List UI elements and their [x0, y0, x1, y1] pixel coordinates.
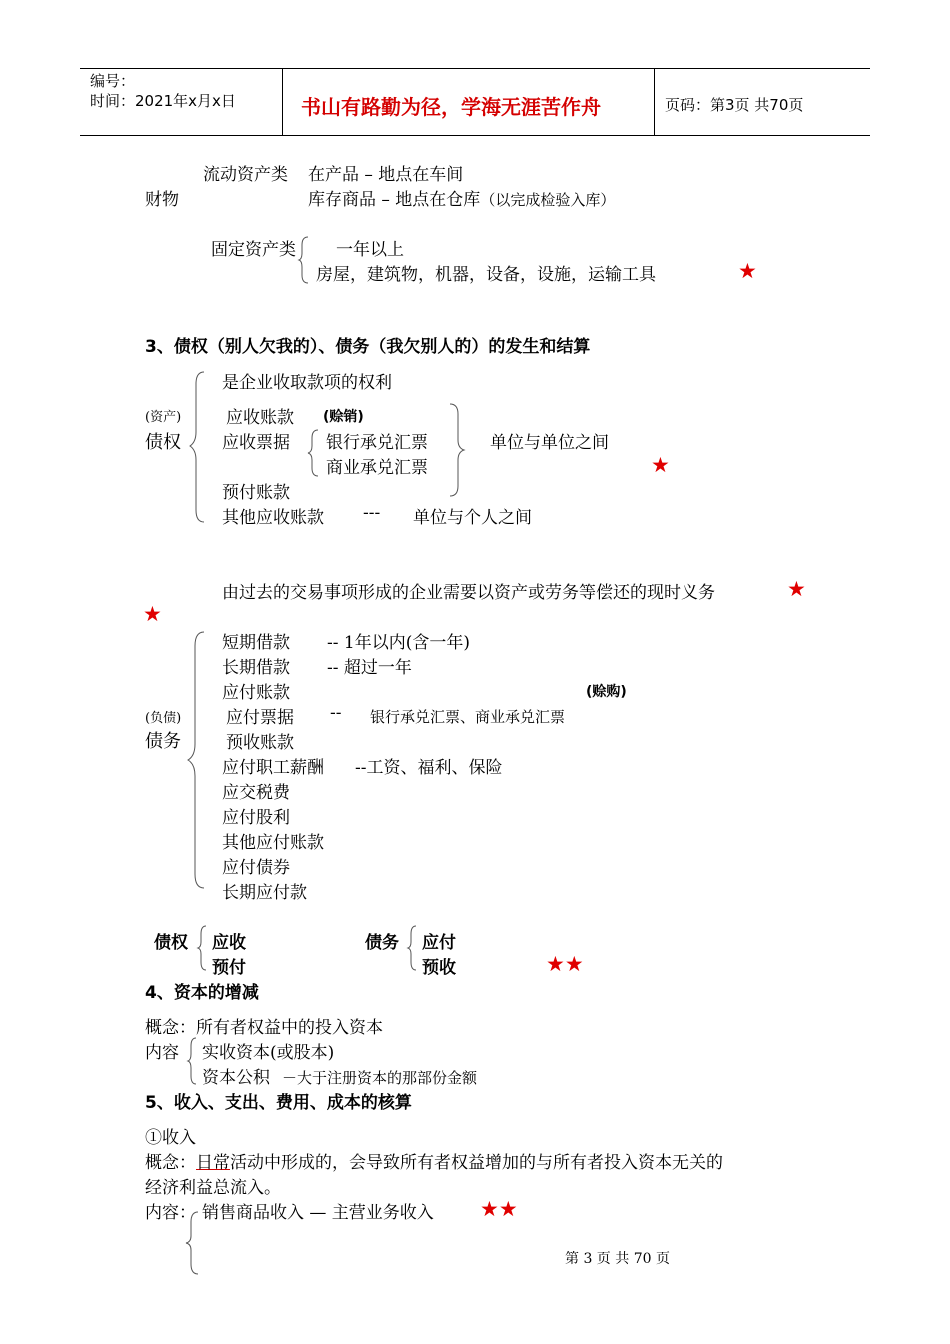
debt-item-long-loan: 长期借款	[222, 658, 290, 678]
bill-types-brace	[306, 428, 322, 478]
debts-brace	[186, 630, 208, 892]
fixed-assets-item-1: 一年以上	[336, 240, 404, 260]
debt-item-bonds: 应付债券	[222, 858, 290, 878]
importance-stars: ★★	[546, 952, 584, 976]
debt-item-payable: 应付账款	[222, 683, 290, 703]
header-number-label: 编号：	[90, 72, 136, 90]
capital-concept: 概念：所有者权益中的投入资本	[145, 1018, 383, 1038]
credit-sale-note: (赊销)	[323, 409, 364, 425]
header-page-info: 页码：第3页 共70页	[665, 96, 804, 114]
notes-payable-dash: --	[330, 703, 342, 723]
debts-tag: (负债)	[145, 711, 182, 726]
bill-type-commercial: 商业承兑汇票	[326, 458, 428, 478]
claims-item-receivable: 应收账款	[226, 408, 294, 428]
debt-item-dividend: 应付股利	[222, 808, 290, 828]
property-group-label: 财物	[145, 190, 179, 210]
debt-item-advance: 预收账款	[226, 733, 294, 753]
header-divider-left	[282, 68, 283, 136]
income-subheading: ①收入	[145, 1128, 196, 1148]
between-units-text: 单位与单位之间	[490, 433, 609, 453]
fixed-assets-item-2: 房屋，建筑物，机器，设备，设施，运输工具	[316, 265, 656, 285]
between-individual-text: 单位与个人之间	[413, 508, 532, 528]
debt-item-short-loan: 短期借款	[222, 633, 290, 653]
debt-item-tax: 应交税费	[222, 783, 290, 803]
claims-tag: (资产)	[145, 410, 182, 425]
bill-type-bank: 银行承兑汇票	[326, 433, 428, 453]
credit-purchase-note: (赊购)	[586, 684, 627, 700]
section-4-heading: 4、资本的增减	[145, 983, 259, 1003]
summary-debts-label: 债务	[365, 933, 399, 953]
other-dash: ---	[363, 503, 381, 523]
summary-debts-brace	[406, 922, 420, 974]
fixed-assets-label: 固定资产类	[211, 240, 296, 260]
claims-definition: 是企业收取款项的权利	[222, 373, 392, 393]
header-divider-right	[654, 68, 655, 136]
claims-brace	[188, 370, 208, 526]
long-loan-desc: -- 超过一年	[327, 658, 412, 678]
paid-in-capital: 实收资本(或股本)	[202, 1043, 335, 1063]
notes-payable-desc: 银行承兑汇票、商业承兑汇票	[370, 708, 566, 726]
debt-item-notes-payable: 应付票据	[226, 708, 294, 728]
importance-star: ★	[651, 453, 670, 477]
debt-item-salary: 应付职工薪酬	[222, 758, 324, 778]
current-assets-item-1: 在产品 – 地点在车间	[308, 165, 464, 185]
capital-reserve-note: －大于注册资本的那部份金额	[282, 1069, 478, 1087]
header-bottom-rule	[80, 135, 870, 136]
claims-item-notes-receivable: 应收票据	[222, 433, 290, 453]
importance-star: ★	[738, 259, 757, 283]
income-concept-line-2: 经济利益总流入。	[145, 1178, 281, 1198]
debts-label: 债务	[145, 731, 181, 752]
current-assets-label: 流动资产类	[203, 165, 288, 185]
importance-stars: ★★	[480, 1197, 518, 1221]
fixed-assets-brace	[298, 235, 312, 285]
summary-receivable: 应收	[212, 933, 246, 953]
income-content-item: 销售商品收入 — 主营业务收入	[202, 1203, 434, 1223]
current-assets-item-2: 库存商品 – 地点在仓库（以完成检验入库）	[308, 190, 616, 210]
debt-item-long-payable: 长期应付款	[222, 883, 307, 903]
header-motto: 书山有路勤为径，学海无涯苦作舟	[301, 95, 601, 119]
daily-underlined: 日常	[196, 1153, 230, 1173]
summary-claims-label: 债权	[154, 933, 188, 953]
claims-item-prepaid: 预付账款	[222, 483, 290, 503]
section-3-heading: 3、债权（别人欠我的）、债务（我欠别人的）的发生和结算	[145, 337, 591, 357]
header-time-label: 时间：2021年x月x日	[90, 92, 236, 110]
capital-content-label: 内容	[145, 1043, 179, 1063]
between-units-brace	[446, 402, 468, 498]
income-content-label: 内容：	[145, 1203, 196, 1223]
summary-advance: 预收	[422, 958, 456, 978]
income-concept: 概念：日常活动中形成的，会导致所有者权益增加的与所有者投入资本无关的	[145, 1153, 723, 1173]
claims-item-other: 其他应收账款	[222, 508, 324, 528]
section-5-heading: 5、收入、支出、费用、成本的核算	[145, 1093, 412, 1113]
inspection-note: （以完成检验入库）	[480, 191, 616, 209]
capital-reserve: 资本公积 －大于注册资本的那部份金额	[202, 1068, 478, 1088]
summary-payable: 应付	[422, 933, 456, 953]
importance-star: ★	[787, 577, 806, 601]
short-loan-desc: -- 1年以内(含一年)	[327, 633, 470, 653]
salary-desc: --工资、福利、保险	[355, 758, 503, 778]
debts-definition: 由过去的交易事项形成的企业需要以资产或劳务等偿还的现时义务	[222, 583, 715, 603]
summary-claims-brace	[196, 922, 210, 974]
capital-brace	[186, 1036, 200, 1086]
claims-label: 债权	[145, 432, 181, 453]
income-brace	[184, 1210, 202, 1276]
importance-star: ★	[143, 602, 162, 626]
header-top-rule	[80, 68, 870, 69]
summary-prepaid: 预付	[212, 958, 246, 978]
footer-page-number: 第 3 页 共 70 页	[565, 1251, 670, 1267]
debt-item-other-payable: 其他应付账款	[222, 833, 324, 853]
